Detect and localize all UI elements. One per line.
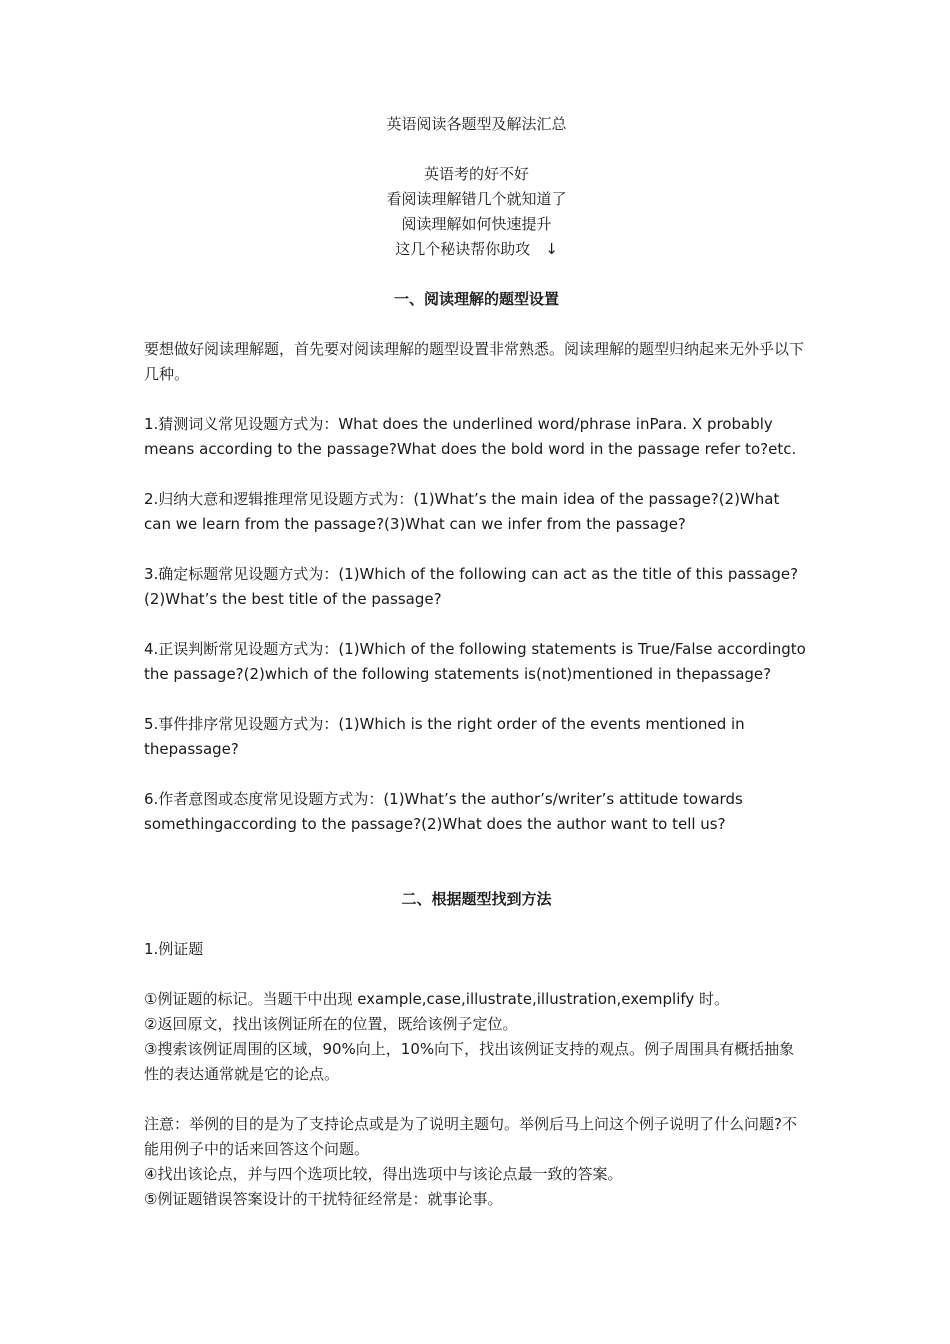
section-heading-2: 二、根据题型找到方法 bbox=[401, 890, 552, 908]
intro-line: 阅读理解如何快速提升 bbox=[401, 215, 552, 233]
question-type-item: 6.作者意图或态度常见设题方式为：(1)What’s the author’s/writer’s attitude towards somethingaccording to the passage?(2)What does the author want to tell us? bbox=[144, 790, 743, 833]
question-type-item: 4.正误判断常见设题方式为：(1)Which of the following statements is True/False accordingto the passage?(2)which of the following statements is(not)mentioned in thepassage? bbox=[144, 640, 806, 683]
document-title: 英语阅读各题型及解法汇总 bbox=[386, 115, 567, 133]
step-item: ①例证题的标记。当题干中出现 example,case,illustrate,illustration,exemplify 时。 bbox=[144, 990, 730, 1008]
intro-block bbox=[144, 162, 809, 262]
section-heading-1: 一、阅读理解的题型设置 bbox=[393, 290, 559, 308]
step-item: ③搜索该例证周围的区域，90%向上，10%向下，找出该例证支持的观点。例子周围具有概括抽象性的表达通常就是它的论点。 bbox=[144, 1040, 795, 1083]
question-type-item: 3.确定标题常见设题方式为：(1)Which of the following can act as the title of this passage?(2)What’s the best title of the passage? bbox=[144, 565, 799, 608]
question-type-item: 5.事件排序常见设题方式为：(1)Which is the right order of the events mentioned in thepassage? bbox=[144, 715, 745, 758]
intro-line: 这几个秘诀帮你助攻 ↓ bbox=[395, 240, 558, 258]
step-item: ④找出该论点，并与四个选项比较，得出选项中与该论点最一致的答案。 bbox=[144, 1165, 623, 1183]
note-paragraph: 注意：举例的目的是为了支持论点或是为了说明主题句。举例后马上问这个例子说明了什么问题?不能用例子中的话来回答这个问题。 bbox=[144, 1115, 797, 1158]
intro-line: 英语考的好不好 bbox=[423, 165, 529, 183]
intro-line: 看阅读理解错几个就知道了 bbox=[386, 190, 567, 208]
step-item: ②返回原文，找出该例证所在的位置，既给该例子定位。 bbox=[144, 1015, 518, 1033]
document-page bbox=[144, 112, 809, 1212]
question-type-item: 2.归纳大意和逻辑推理常见设题方式为：(1)What’s the main idea of the passage?(2)What can we learn from the passage?(3)What can we infer from the passage? bbox=[144, 490, 780, 533]
section1-lead: 要想做好阅读理解题，首先要对阅读理解的题型设置非常熟悉。阅读理解的题型归纳起来无外乎以下几种。 bbox=[144, 340, 805, 383]
step-item: ⑤例证题错误答案设计的干扰特征经常是：就事论事。 bbox=[144, 1190, 503, 1208]
subsection-heading: 1.例证题 bbox=[144, 940, 204, 958]
question-type-item: 1.猜测词义常见设题方式为：What does the underlined word/phrase inPara. X probably means according to the passage?What does the bold word in the passage refer to?etc. bbox=[144, 415, 797, 458]
